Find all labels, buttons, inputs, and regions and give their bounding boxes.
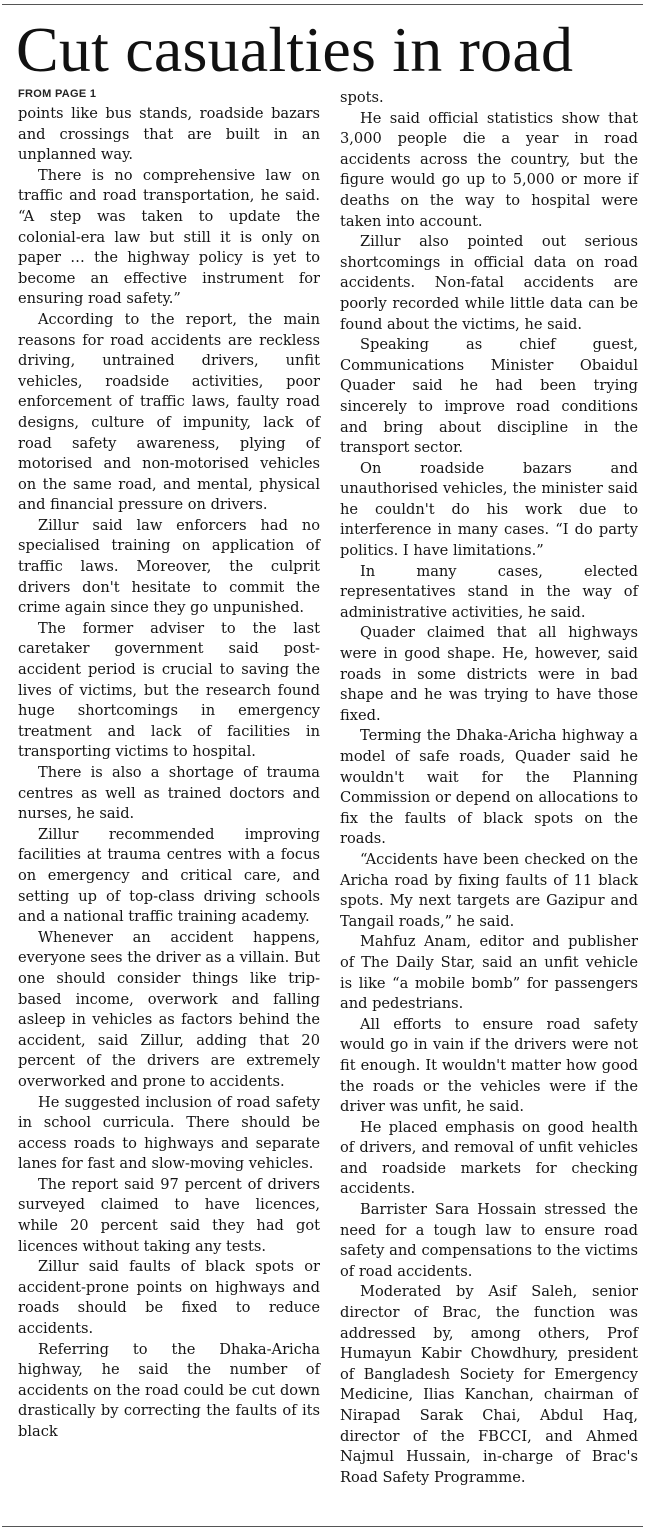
- paragraph: Referring to the Dhaka-Aricha highway, he said the number of accidents on the road could be cut down drastically by correcting the faults of its black: [18, 1340, 320, 1440]
- paragraph: Moderated by Asif Saleh, senior director of Brac, the function was addressed by, among others, Prof Humayun Kabir Chowdhury, president of Bangladesh Society for Emergency Medicine, Ilias Kanchan, chairman of Nirapad Sarak Chai, Abdul Haq, director of the FBCCI, and Ahmed Najmul Hussain, in-charge of Brac's Road Safety Programme.: [340, 1283, 638, 1486]
- paragraph: All efforts to ensure road safety would go in vain if the drivers were not fit enough. It wouldn't matter how good the roads or the vehicles were if the driver was unfit, he said.: [340, 1015, 638, 1116]
- paragraph: Zillur also pointed out serious shortcomings in official data on road accidents. Non-fatal accidents are poorly recorded while little data can be found about the victims, he said.: [340, 233, 638, 333]
- paragraph: Barrister Sara Hossain stressed the need for a tough law to ensure road safety and compensations to the victims of road accidents.: [340, 1201, 638, 1280]
- article-column-left: [18, 104, 320, 1443]
- paragraph: There is no comprehensive law on traffic and road transportation, he said. “A step was taken to update the colonial-era law but still it is only on paper … the highway policy is yet to become an effective instrument for ensuring road safety.”: [18, 166, 320, 308]
- article-column-right: [340, 88, 638, 1488]
- top-rule: [2, 4, 643, 5]
- paragraph: He placed emphasis on good health of drivers, and removal of unfit vehicles and roadside markets for checking accidents.: [340, 1118, 638, 1198]
- paragraph: “Accidents have been checked on the Aricha road by fixing faults of 11 black spots. My next targets are Gazipur and Tangail roads,” he said.: [340, 850, 638, 930]
- paragraph: The former adviser to the last caretaker government said post-accident period is crucial to saving the lives of victims, but the research found huge shortcomings in emergency treatment and lack of facilities in transporting victims to hospital.: [18, 619, 320, 761]
- bottom-rule: [2, 1526, 643, 1527]
- paragraph: According to the report, the main reasons for road accidents are reckless driving, untrained drivers, unfit vehicles, roadside activities, poor enforcement of traffic laws, faulty road designs, culture of impunity, lack of road safety awareness, plying of motorised and non-motorised vehicles on the same road, and mental, physical and financial pressure on drivers.: [18, 310, 320, 514]
- paragraph: Speaking as chief guest, Communications Minister Obaidul Quader said he had been trying sincerely to improve road conditions and bring about discipline in the transport sector.: [340, 336, 638, 457]
- paragraph: He suggested inclusion of road safety in school curricula. There should be access roads to highways and separate lanes for fast and slow-moving vehicles.: [18, 1093, 320, 1173]
- paragraph: On roadside bazars and unauthorised vehicles, the minister said he couldn't do his work due to interference in many cases. “I do party politics. I have limitations.”: [340, 459, 638, 560]
- paragraph: There is also a shortage of trauma centres as well as trained doctors and nurses, he said.: [18, 764, 320, 823]
- paragraph: Terming the Dhaka-Aricha highway a model of safe roads, Quader said he wouldn't wait for the Planning Commission or depend on allocations to fix the faults of black spots on the roads.: [340, 727, 638, 848]
- paragraph: Mahfuz Anam, editor and publisher of The Daily Star, said an unfit vehicle is like “a mobile bomb” for passengers and pedestrians.: [340, 933, 638, 1013]
- paragraph: Zillur recommended improving facilities at trauma centres with a focus on emergency and critical care, and setting up of top-class driving schools and a national traffic training academy.: [18, 825, 320, 926]
- paragraph: points like bus stands, roadside bazars and crossings that are built in an unplanned way.: [18, 105, 320, 164]
- paragraph: Zillur said law enforcers had no specialised training on application of traffic laws. Moreover, the culprit drivers don't hesitate to commit the crime again since they go unpunished.: [18, 516, 320, 617]
- continuation-kicker: FROM PAGE 1: [18, 88, 97, 100]
- paragraph: The report said 97 percent of drivers surveyed claimed to have licences, while 20 percent said they had got licences without taking any tests.: [18, 1175, 320, 1255]
- paragraph: Whenever an accident happens, everyone sees the driver as a villain. But one should consider things like trip-based income, overwork and falling asleep in vehicles as factors behind the accident, said Zillur, adding that 20 percent of the drivers are extremely overworked and prone to accidents.: [18, 928, 320, 1090]
- paragraph: Quader claimed that all highways were in good shape. He, however, said roads in some districts were in bad shape and he was trying to have those fixed.: [340, 624, 638, 724]
- paragraph: He said official statistics show that 3,000 people die a year in road accidents across the country, but the figure would go up to 5,000 or more if deaths on the way to hospital were taken into account.: [340, 109, 638, 230]
- headline: Cut casualties in road: [16, 14, 574, 85]
- paragraph: spots.: [340, 89, 384, 106]
- paragraph: Zillur said faults of black spots or accident-prone points on highways and roads should be fixed to reduce accidents.: [18, 1258, 320, 1338]
- paragraph: In many cases, elected representatives stand in the way of administrative activities, he said.: [340, 562, 638, 621]
